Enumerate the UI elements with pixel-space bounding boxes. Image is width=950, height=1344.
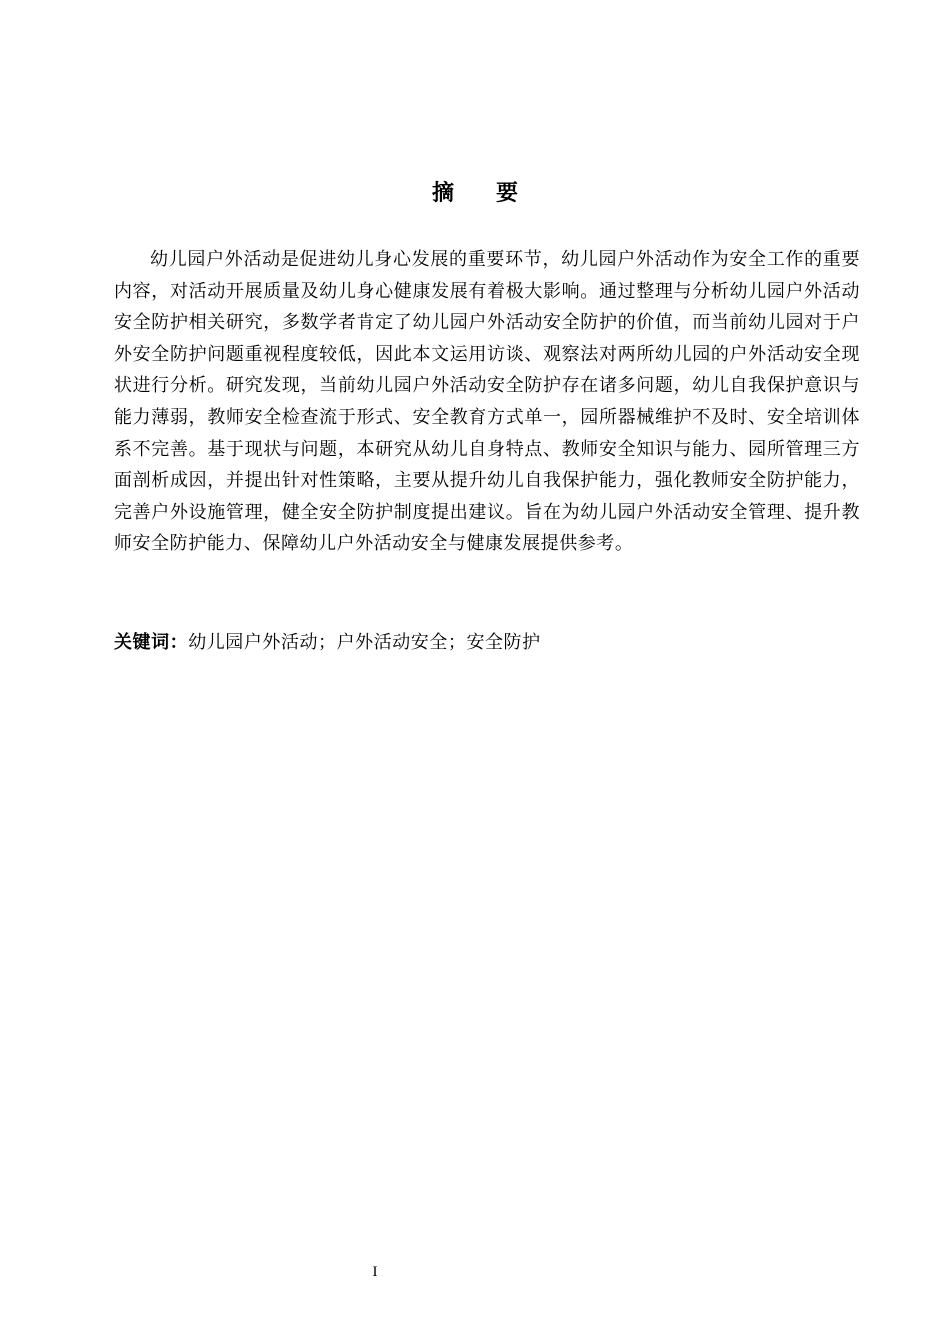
keywords-line [114, 627, 860, 658]
keywords-label: 关键词： [114, 632, 189, 653]
abstract-title-char-2: 要 [496, 181, 519, 206]
keywords-text: 幼儿园户外活动；户外活动安全；安全防护 [188, 632, 541, 653]
abstract-title [0, 178, 950, 210]
abstract-title-char-1: 摘 [431, 181, 454, 206]
abstract-paragraph: 幼儿园户外活动是促进幼儿身心发展的重要环节，幼儿园户外活动作为安全工作的重要内容，对活动开展质量及幼儿身心健康发展有着极大影响。通过整理与分析幼儿园户外活动安全防护相关研究，多数学者肯定了幼儿园户外活动安全防护的价值，而当前幼儿园对于户外安全防护问题重视程度较低，因此本文运用访谈、观察法对两所幼儿园的户外活动安全现状进行分析。研究发现，当前幼儿园户外活动安全防护存在诸多问题，幼儿自我保护意识与能力薄弱，教师安全检查流于形式、安全教育方式单一，园所器械维护不及时、安全培训体系不完善。基于现状与问题，本研究从幼儿自身特点、教师安全知识与能力、园所管理三方面剖析成因，并提出针对性策略，主要从提升幼儿自我保护能力，强化教师安全防护能力，完善户外设施管理，健全安全防护制度提出建议。旨在为幼儿园户外活动安全管理、提升教师安全防护能力、保障幼儿户外活动安全与健康发展提供参考。 [114, 249, 860, 555]
page-number: I [372, 1264, 378, 1280]
